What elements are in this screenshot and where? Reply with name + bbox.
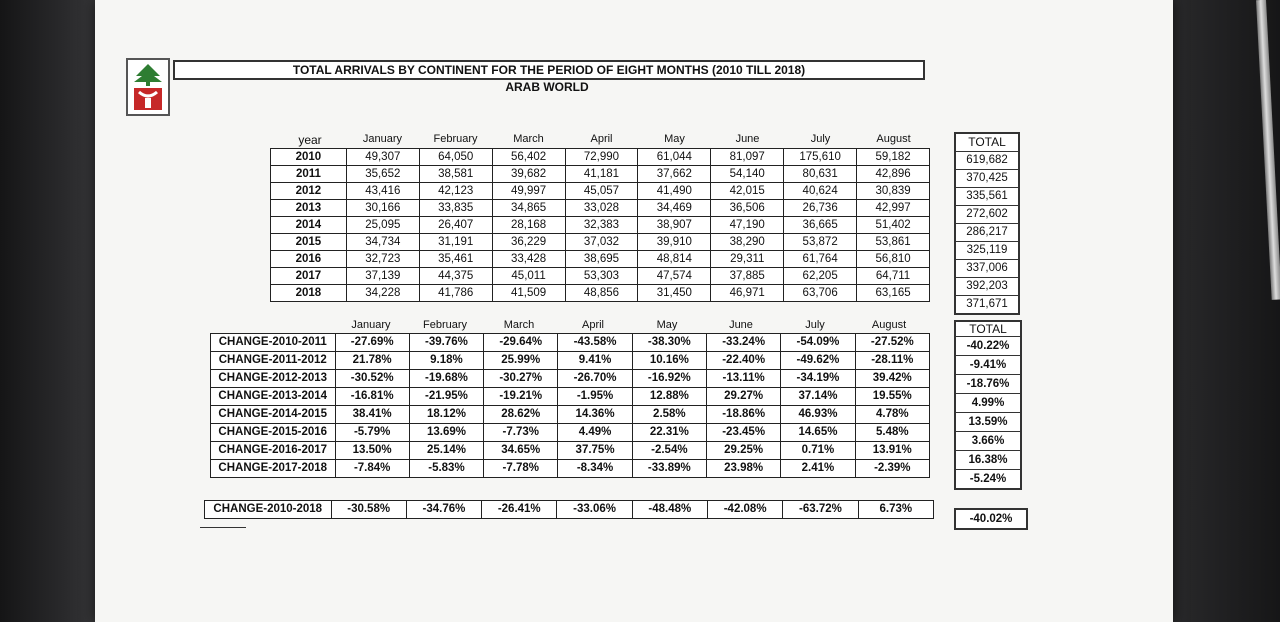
arrivals-cell: 26,736 <box>784 200 857 217</box>
overall-change-table <box>204 500 934 519</box>
arrivals-cell: 41,490 <box>638 183 711 200</box>
change-label: CHANGE-2017-2018 <box>211 460 336 478</box>
arrivals-cell: 49,997 <box>492 183 565 200</box>
arrivals-cell: 42,997 <box>857 200 930 217</box>
arrivals-cell: 30,839 <box>857 183 930 200</box>
arrivals-cell: 25,095 <box>346 217 419 234</box>
change-cell: -1.95% <box>558 388 632 406</box>
change-cell: -26.70% <box>558 370 632 388</box>
arrivals-cell: 26,407 <box>419 217 492 234</box>
change-cell: 14.36% <box>558 406 632 424</box>
arrivals-cell: 46,971 <box>711 285 784 302</box>
arrivals-month-header: April <box>590 133 613 145</box>
year-cell: 2015 <box>271 234 347 251</box>
change-cell: -22.40% <box>707 352 781 370</box>
arrivals-cell: 41,509 <box>492 285 565 302</box>
change-month-header: June <box>729 319 753 331</box>
change-cell: -30.52% <box>335 370 409 388</box>
year-cell: 2017 <box>271 268 347 285</box>
arrivals-total-cell: 392,203 <box>956 278 1018 296</box>
change-total-column <box>954 320 1022 490</box>
change-cell: 13.50% <box>335 442 409 460</box>
change-label: CHANGE-2010-2011 <box>211 334 336 352</box>
change-cell: 37.75% <box>558 442 632 460</box>
arrivals-cell: 32,383 <box>565 217 638 234</box>
arrivals-cell: 34,228 <box>346 285 419 302</box>
change-cell: -30.27% <box>484 370 558 388</box>
arrivals-cell: 36,506 <box>711 200 784 217</box>
arrivals-cell: 61,044 <box>638 149 711 166</box>
arrivals-month-header: January <box>362 133 403 145</box>
change-label: CHANGE-2014-2015 <box>211 406 336 424</box>
arrivals-month-header: July <box>810 133 831 145</box>
change-cell: 34.65% <box>484 442 558 460</box>
arrivals-cell: 64,711 <box>857 268 930 285</box>
arrivals-cell: 38,695 <box>565 251 638 268</box>
change-cell: 13.91% <box>855 442 929 460</box>
arrivals-cell: 33,835 <box>419 200 492 217</box>
change-cell: 19.55% <box>855 388 929 406</box>
change-total-cell: 16.38% <box>956 451 1020 470</box>
overall-change-cell: -33.06% <box>557 501 632 519</box>
arrivals-month-header: August <box>876 133 911 145</box>
change-cell: 12.88% <box>632 388 706 406</box>
arrivals-cell: 42,896 <box>857 166 930 183</box>
change-label: CHANGE-2013-2014 <box>211 388 336 406</box>
change-month-header: February <box>422 319 468 331</box>
change-cell: -19.68% <box>409 370 483 388</box>
arrivals-cell: 48,814 <box>638 251 711 268</box>
arrivals-cell: 31,450 <box>638 285 711 302</box>
arrivals-cell: 42,123 <box>419 183 492 200</box>
change-total-cell: 3.66% <box>956 432 1020 451</box>
change-cell: 14.65% <box>781 424 855 442</box>
arrivals-total-cell: 370,425 <box>956 170 1018 188</box>
arrivals-cell: 63,706 <box>784 285 857 302</box>
change-total-cell: 13.59% <box>956 413 1020 432</box>
change-row <box>211 460 930 478</box>
arrivals-row <box>271 234 930 251</box>
change-row <box>211 352 930 370</box>
arrivals-cell: 39,910 <box>638 234 711 251</box>
change-total-header: TOTAL <box>956 322 1020 337</box>
arrivals-row <box>271 183 930 200</box>
change-row <box>211 334 930 352</box>
change-cell: 9.18% <box>409 352 483 370</box>
arrivals-cell: 35,461 <box>419 251 492 268</box>
arrivals-cell: 41,181 <box>565 166 638 183</box>
change-month-header: May <box>656 319 678 331</box>
arrivals-cell: 37,662 <box>638 166 711 183</box>
overall-change-cell: 6.73% <box>858 501 933 519</box>
arrivals-cell: 36,229 <box>492 234 565 251</box>
document-title: TOTAL ARRIVALS BY CONTINENT FOR THE PERIOD OF EIGHT MONTHS (2010 TILL 2018) <box>173 60 925 80</box>
arrivals-cell: 28,168 <box>492 217 565 234</box>
arrivals-total-cell: 325,119 <box>956 242 1018 260</box>
overall-change-cell: -48.48% <box>632 501 707 519</box>
arrivals-cell: 81,097 <box>711 149 784 166</box>
arrivals-cell: 45,057 <box>565 183 638 200</box>
arrivals-cell: 37,139 <box>346 268 419 285</box>
change-cell: 13.69% <box>409 424 483 442</box>
change-cell: 2.41% <box>781 460 855 478</box>
change-cell: -33.89% <box>632 460 706 478</box>
arrivals-cell: 53,872 <box>784 234 857 251</box>
change-month-header: July <box>805 319 825 331</box>
change-total-cell: -18.76% <box>956 375 1020 394</box>
arrivals-row <box>271 251 930 268</box>
year-cell: 2012 <box>271 183 347 200</box>
change-month-header: August <box>871 319 907 331</box>
desk-surface-right <box>1160 0 1280 622</box>
arrivals-total-cell: 286,217 <box>956 224 1018 242</box>
change-row <box>211 406 930 424</box>
change-label: CHANGE-2011-2012 <box>211 352 336 370</box>
desk-surface-left <box>0 0 110 622</box>
arrivals-cell: 64,050 <box>419 149 492 166</box>
overall-change-cell: -30.58% <box>331 501 406 519</box>
arrivals-cell: 38,907 <box>638 217 711 234</box>
footer-rule <box>200 527 246 528</box>
arrivals-cell: 38,290 <box>711 234 784 251</box>
arrivals-cell: 44,375 <box>419 268 492 285</box>
change-cell: -2.39% <box>855 460 929 478</box>
change-cell: 10.16% <box>632 352 706 370</box>
arrivals-cell: 38,581 <box>419 166 492 183</box>
change-cell: -34.19% <box>781 370 855 388</box>
arrivals-month-header: June <box>735 133 760 145</box>
change-month-header: April <box>581 319 604 331</box>
change-month-header: March <box>503 319 535 331</box>
arrivals-row <box>271 285 930 302</box>
overall-change-total: -40.02% <box>969 513 1013 525</box>
change-total-cell: 4.99% <box>956 394 1020 413</box>
arrivals-cell: 34,865 <box>492 200 565 217</box>
arrivals-cell: 47,190 <box>711 217 784 234</box>
change-cell: 4.49% <box>558 424 632 442</box>
arrivals-cell: 45,011 <box>492 268 565 285</box>
document-subtitle: ARAB WORLD <box>505 80 589 94</box>
arrivals-cell: 59,182 <box>857 149 930 166</box>
change-label: CHANGE-2016-2017 <box>211 442 336 460</box>
year-cell: 2014 <box>271 217 347 234</box>
arrivals-cell: 49,307 <box>346 149 419 166</box>
change-cell: 37.14% <box>781 388 855 406</box>
pen <box>1256 0 1280 300</box>
change-cell: -19.21% <box>484 388 558 406</box>
arrivals-month-header: March <box>513 133 544 145</box>
arrivals-cell: 42,015 <box>711 183 784 200</box>
change-cell: 25.14% <box>409 442 483 460</box>
change-row <box>211 442 930 460</box>
arrivals-cell: 54,140 <box>711 166 784 183</box>
arrivals-cell: 80,631 <box>784 166 857 183</box>
arrivals-cell: 37,032 <box>565 234 638 251</box>
change-cell: -29.64% <box>484 334 558 352</box>
arrivals-total-column <box>954 132 1020 315</box>
change-label: CHANGE-2015-2016 <box>211 424 336 442</box>
overall-change-cell: -34.76% <box>406 501 481 519</box>
arrivals-row <box>271 268 930 285</box>
arrivals-cell: 53,303 <box>565 268 638 285</box>
change-cell: 22.31% <box>632 424 706 442</box>
change-table <box>210 333 930 478</box>
change-cell: 29.27% <box>707 388 781 406</box>
arrivals-total-header: TOTAL <box>956 134 1018 152</box>
arrivals-month-header: February <box>433 133 478 145</box>
arrivals-cell: 56,402 <box>492 149 565 166</box>
arrivals-cell: 61,764 <box>784 251 857 268</box>
change-cell: -43.58% <box>558 334 632 352</box>
arrivals-month-header: May <box>664 133 685 145</box>
arrivals-cell: 30,166 <box>346 200 419 217</box>
change-cell: -23.45% <box>707 424 781 442</box>
overall-change-row <box>205 501 934 519</box>
change-cell: 29.25% <box>707 442 781 460</box>
arrivals-table <box>270 148 930 302</box>
change-cell: 0.71% <box>781 442 855 460</box>
change-cell: -16.81% <box>335 388 409 406</box>
arrivals-cell: 31,191 <box>419 234 492 251</box>
change-row <box>211 370 930 388</box>
change-label: CHANGE-2012-2013 <box>211 370 336 388</box>
year-cell: 2013 <box>271 200 347 217</box>
arrivals-cell: 39,682 <box>492 166 565 183</box>
arrivals-total-cell: 272,602 <box>956 206 1018 224</box>
change-cell: 39.42% <box>855 370 929 388</box>
change-cell: 4.78% <box>855 406 929 424</box>
overall-change-label: CHANGE-2010-2018 <box>205 501 332 519</box>
year-cell: 2011 <box>271 166 347 183</box>
arrivals-total-cell: 619,682 <box>956 152 1018 170</box>
change-cell: -7.84% <box>335 460 409 478</box>
arrivals-cell: 29,311 <box>711 251 784 268</box>
year-cell: 2018 <box>271 285 347 302</box>
change-cell: -21.95% <box>409 388 483 406</box>
arrivals-cell: 33,428 <box>492 251 565 268</box>
year-cell: 2010 <box>271 149 347 166</box>
change-cell: 18.12% <box>409 406 483 424</box>
change-cell: 9.41% <box>558 352 632 370</box>
cedar-logo-icon <box>126 58 170 116</box>
change-cell: 2.58% <box>632 406 706 424</box>
year-header: year <box>298 133 322 147</box>
change-cell: -13.11% <box>707 370 781 388</box>
arrivals-cell: 72,990 <box>565 149 638 166</box>
change-cell: 28.62% <box>484 406 558 424</box>
change-cell: -8.34% <box>558 460 632 478</box>
change-row <box>211 388 930 406</box>
change-cell: -38.30% <box>632 334 706 352</box>
change-cell: 21.78% <box>335 352 409 370</box>
change-cell: -49.62% <box>781 352 855 370</box>
overall-change-total-box <box>954 508 1028 530</box>
arrivals-row <box>271 217 930 234</box>
arrivals-cell: 53,861 <box>857 234 930 251</box>
change-month-header: January <box>351 319 391 331</box>
change-cell: -2.54% <box>632 442 706 460</box>
arrivals-cell: 63,165 <box>857 285 930 302</box>
arrivals-cell: 43,416 <box>346 183 419 200</box>
arrivals-cell: 40,624 <box>784 183 857 200</box>
arrivals-row <box>271 149 930 166</box>
arrivals-total-cell: 335,561 <box>956 188 1018 206</box>
change-cell: -27.69% <box>335 334 409 352</box>
change-cell: 46.93% <box>781 406 855 424</box>
overall-change-cell: -42.08% <box>708 501 783 519</box>
arrivals-cell: 34,469 <box>638 200 711 217</box>
arrivals-cell: 51,402 <box>857 217 930 234</box>
arrivals-cell: 36,665 <box>784 217 857 234</box>
year-cell: 2016 <box>271 251 347 268</box>
change-cell: -28.11% <box>855 352 929 370</box>
arrivals-cell: 34,734 <box>346 234 419 251</box>
change-total-cell: -9.41% <box>956 356 1020 375</box>
change-cell: -5.79% <box>335 424 409 442</box>
arrivals-total-cell: 371,671 <box>966 298 1008 310</box>
change-cell: -27.52% <box>855 334 929 352</box>
change-total-cell: -40.22% <box>956 337 1020 356</box>
overall-change-cell: -26.41% <box>482 501 557 519</box>
arrivals-cell: 62,205 <box>784 268 857 285</box>
arrivals-cell: 33,028 <box>565 200 638 217</box>
change-cell: -7.73% <box>484 424 558 442</box>
arrivals-cell: 48,856 <box>565 285 638 302</box>
arrivals-cell: 175,610 <box>784 149 857 166</box>
arrivals-total-cell: 337,006 <box>956 260 1018 278</box>
arrivals-cell: 37,885 <box>711 268 784 285</box>
change-row <box>211 424 930 442</box>
arrivals-cell: 56,810 <box>857 251 930 268</box>
arrivals-cell: 41,786 <box>419 285 492 302</box>
arrivals-row <box>271 166 930 183</box>
change-cell: 38.41% <box>335 406 409 424</box>
arrivals-cell: 47,574 <box>638 268 711 285</box>
change-cell: -39.76% <box>409 334 483 352</box>
change-total-cell: -5.24% <box>969 473 1007 485</box>
change-cell: 5.48% <box>855 424 929 442</box>
change-cell: -18.86% <box>707 406 781 424</box>
arrivals-row <box>271 200 930 217</box>
overall-change-cell: -63.72% <box>783 501 858 519</box>
change-cell: 23.98% <box>707 460 781 478</box>
arrivals-cell: 32,723 <box>346 251 419 268</box>
change-cell: 25.99% <box>484 352 558 370</box>
change-cell: -16.92% <box>632 370 706 388</box>
change-cell: -54.09% <box>781 334 855 352</box>
arrivals-cell: 35,652 <box>346 166 419 183</box>
change-cell: -5.83% <box>409 460 483 478</box>
change-cell: -33.24% <box>707 334 781 352</box>
change-cell: -7.78% <box>484 460 558 478</box>
